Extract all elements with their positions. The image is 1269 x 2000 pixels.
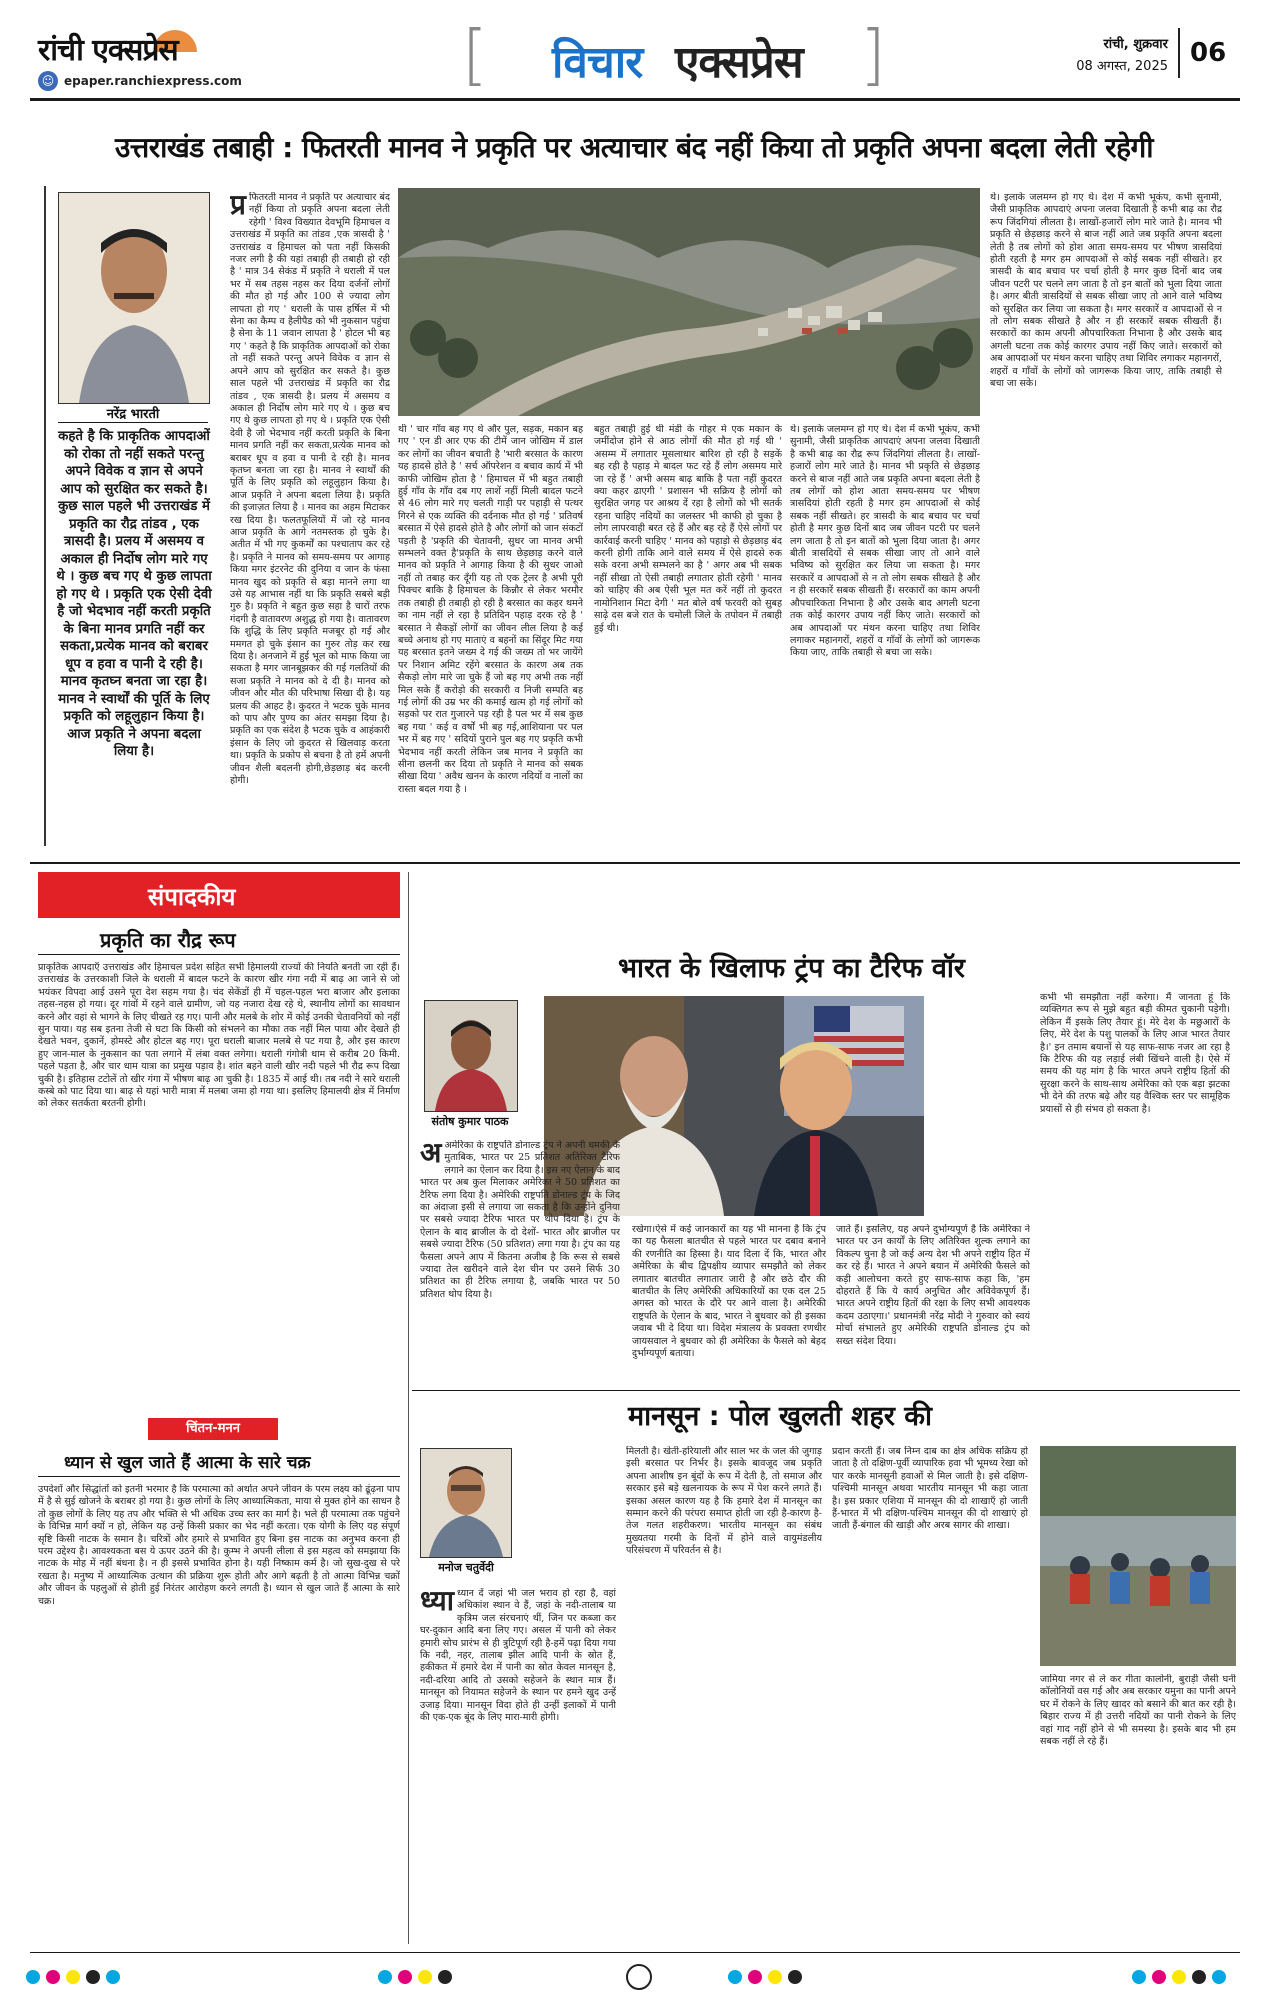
section-title-left: विचार bbox=[552, 37, 643, 88]
tariff-column-3: जाते हैं। इसलिए, यह अपने दुर्भाग्यपूर्ण है कि अमेरिका ने भारत पर उन कार्यों के लिए अतिरिक्त शुल्क लगाने का विकल्प चुना है जो कई अन्य देश भी अपने राष्ट्रीय हित में कर रहे हैं। भारत ने अपने बयान में अमेरिकी फैसले को कड़ी आलोचना करते हुए साफ-साफ कहा कि, 'हम दोहराते हैं कि ये कार्य अनुचित और अविवेकपूर्ण हैं। भारत अपने राष्ट्रीय हितों की रक्षा के लिए सभी आवश्यक कदम उठाएगा।' प्रधानमंत्री नरेंद्र मोदी ने गुरुवार को स्वयं मोर्चा संभालते हुए अमेरिकी राष्ट्रपति डोनाल्ड ट्रंप को सख्त संदेश दिया। bbox=[836, 1224, 1030, 1347]
masthead-logo bbox=[38, 24, 288, 94]
tariff-dropcap: अ bbox=[420, 1140, 442, 1169]
pull-quote: कहते है कि प्राकृतिक आपदाओं को रोका तो नहीं सकते परन्तु अपने विवेक व ज्ञान से अपने आप को सुरक्षित कर सकते है। कुछ साल पहले भी उत्तराखंड में प्रकृति का रौद्र तांडव , एक त्रासदी है। प्रलय में असमय व अकाल ही निर्दोष लोग मारे गए थे । कुछ बच गए थे कुछ लापता हो गए थे । प्रकृति एक ऐसी देवी है जो भेदभाव नहीं करती प्रकृति के बिना मानव प्रगति नहीं कर सकता,प्रत्येक मानव को बराबर धूप व हवा व पानी दे रही है। मानव कृतघ्न बनता जा रहा है। मानव ने स्वार्थों की पूर्ति के लिए प्रकृति को लहूलुहान किया है। आज प्रकृति ने अपना बदला लिया है। bbox=[56, 429, 212, 759]
lead-column-1 bbox=[230, 192, 390, 852]
crosshair-icon bbox=[626, 1964, 652, 1990]
tariff-author-name: संतोष कुमार पाठक bbox=[431, 1115, 509, 1128]
tariff-headline: भारत के खिलाफ ट्रंप का टैरिफ वॉर bbox=[618, 953, 965, 984]
epaper-icon: ☺ bbox=[38, 71, 58, 91]
tariff-column-1 bbox=[420, 1140, 620, 1382]
editorial-rule bbox=[38, 954, 400, 955]
lead-headline: उत्तराखंड तबाही : फितरती मानव ने प्रकृति पर अत्याचार बंद नहीं किया तो प्रकृति अपना बदला लेती रहेगी bbox=[115, 131, 1153, 164]
city-day: रांची, शुक्रवार bbox=[1103, 37, 1168, 52]
lead-bottom-rule bbox=[30, 862, 1240, 864]
color-registration-marks bbox=[0, 1962, 1269, 1992]
monsoon-dropcap: ध्या bbox=[420, 1588, 455, 1617]
quote-border-left bbox=[44, 186, 46, 846]
author-rule bbox=[58, 422, 208, 423]
author-photo bbox=[58, 192, 210, 404]
waterlogging-photo bbox=[1040, 1446, 1236, 1666]
spiritual-rule bbox=[38, 1476, 400, 1477]
bracket-left: [ bbox=[462, 16, 488, 93]
tariff-bottom-rule bbox=[412, 1390, 1240, 1391]
lead-column-2: थी ' चार गाँव बह गए थे और पुल, सड़क, मकान बह गए ' एन डी आर एफ की टीमें जान जोखिम में डाल कर लोगों का जीवन बचाती है 'भारी बरसात के कारण यह हादसे होते है ' सर्च ऑपरेशन व बचाव कार्य में भी काफी जोखिम होता है ' हिमाचल में भी बहुत तबाही हुई गाँव के गाँव दब गए लाशें नहीं मिली बादल फटने से 46 लोग मारे गए चलती गाड़ी पर पहाड़ी से पत्थर गिरने से एक व्यक्ति की दर्दनाक मौत हो गई ' प्रतिवर्ष बरसात में ऐसे हादसे होते है और लोगों को जान संकटों पड़ती है 'प्रकृति की चेतावनी, सुधर जा मानव अभी सम्भलने वक्त है'प्रकृति के साथ छेड़छाड़ करने वाले मानव को प्रकृति ने आगाह किया है की सुधर जाओ नहीं तो तबाह कर दूँगी यह तो एक ट्रेलर है अभी पूरी पिक्चर बाकि है हिमाचल के किन्नौर से लेकर भरमौर तक तबाही ही तबाही हो रही है बरसात का कहर थमने का नाम नहीं ले रहा है प्रतिदिन पहाड़ दरक रहे है ' बरसात ने सैकड़ों लोगों का जीवन लील लिया है कई बच्चे अनाथ हो गए माताएं व बहनों का सिंदूर मिट गया यह बरसात इतने जख्म दे गई की जख्म तो भर जायेंगे पर निशान अमिट रहेंगे बरसात के कारण अब तक सैकड़ो लोग मारे जा चुके हैं जो बह गए अभी तक नहीं मिल सके हैं करोड़ो की सरकारी व निजी सम्पति बह गई लोगों की उम्र भर की कमाई खत्म हो गई लोगों को सड़को पर रात गुजारने पड़ रही है पल भर में सब कुछ बह गया ' कई व वर्षों भी बह गई,आशियाना पर पल भर में बह गए ' सदियों पुराने पुल बह गए प्रकृति कभी भेदभाव नहीं करती लेकिन जब मानव ने प्रकृति का सीना छलनी कर दिया तो प्रकृति ने मानव को सबक सीखा दिया ' अवैध खनन के कारण नदियों व नालों का रास्ता बदल गया है । bbox=[398, 424, 583, 795]
editorial-headline: प्रकृति का रौद्र रूप bbox=[100, 928, 236, 952]
tariff-author-photo bbox=[424, 1000, 518, 1112]
footer-rule bbox=[30, 1952, 1240, 1953]
lead-column-4: थे। इलाके जलमग्न हो गए थे। देश में कभी भूकंप, कभी सुनामी, जैसी प्राकृतिक आपदाएं अपना जलवा दिखाती है कभी बाढ़ का रौद्र रूप जिंदगियां लीलता है। लाखों-हजारों लोग मारे जाते है। मानव भी प्रकृति से छेड़छाड़ करने से बाज नहीं आते जब प्रकृति अपना बदला लेती है तब लोगों को होश आता समय-समय पर भीषण त्रासदियां होती रहती है मगर हम आपदाओं से कोई सबक नहीं सीखते। हर त्रासदी के बाद बचाव पर चर्चा होती है मगर कुछ दिनों बाद जब जीवन पटरी पर चलने लग जाता है तो इन बातों को भुला दिया जाता है। अगर बीती त्रासदियों से सबक सीखा जाए तो आने वाले भविष्य को सुरक्षित कर लिया जा सकता है। मगर सरकारें व आपदाओं से न तो लोग सबक सीखते है और न ही सरकारें सबक सीखती हैं। सरकारों का काम अपनी औपचारिकता निभाना है और उसके बाद अगली घटना तक कोई कारगर उपाय नहीं किए जाते। सरकारों को अब आपदाओं पर मंथन करना चाहिए तथा शिविर लगाकर महानगरों, शहरों व गाँवों के लोगों को जागरूक किया जाए, ताकि तबाही से बचा जा सके। bbox=[990, 192, 1222, 390]
spiritual-body: उपदेशों और सिद्धांतों को इतनी भरमार है कि परमात्मा को अर्थात अपने जीवन के परम लक्ष्य को ढूंढ़ना पाप में है से सुई खोजने के बराबर हो गया है। कुछ लोगों के लिए आध्यात्मिकता, माया से मुक्त होने का साधन है तो कुछ लोगों के लिए यह तप और भक्ति से भी अधिक उच्च स्तर का मार्ग है। भले ही परमात्मा तक पहुंचने के विभिन्न मार्ग क्यों न हो, लेकिन यह उन्हें किसी प्रकार का भेद नहीं करता। एक योगी के लिए यह संपूर्ण सृष्टि किसी नाटक के समान है। चरित्रों और हमारे से प्रभावित हुए बिना इस नाटक का अनुभव करना ही परम उद्देश्य है। आवश्यकता बस ये ऊपर उठने की है। कुम्भ ने अपनी लीला से इस महत्व को समझाया कि नाटक के मोह में नहीं बंधना है। न ही इससे प्रभावित होना है। यही निष्काम कर्म है। जो सुख-दुख से परे रखता है। मनुष्य में आध्यात्मिक उत्थान की प्रक्रिया शुरू होती और आगे बढ़ती है तो आत्मा विभिन्न चक्रों और जीवन के पहलुओं से होती हुई निरंतर आरोहण करने लगती है। ध्यान से खुल जाते हैं आत्मा के सारे चक्र। bbox=[38, 1484, 400, 1607]
monsoon-author-name: मनोज चतुर्वेदी bbox=[438, 1561, 494, 1574]
flood-photo bbox=[398, 188, 980, 416]
monsoon-column-1 bbox=[420, 1588, 616, 1944]
editorial-body: प्राकृतिक आपदाएँ उत्तराखंड और हिमाचल प्रदेश सहित सभी हिमालयी राज्यों की नियति बनती जा रही हैं। उत्तराखंड के उत्तरकाशी जिले के धराली में बादल फटने के कारण खीर गंगा नदी में बाढ़ आ जाने से जो भयंकर विपदा आई उसने पूरा देश सहम गया है। चंद सेकेंडों ही में चहल-पहल भरा बाजार और इलाका तहस-नहस हो गया। दूर गांवों में रहने वाले ग्रामीण, जो यह नजारा देख रहे थे, स्थानीय लोगों का सावधान करने और वहां से भागने के लिए चीखते रह गए। पानी और मलबे के शोर में कोई उनकी चेतावनियों को नहीं सुन पाया। यह सब इतना तेजी से घटा कि किसी को संभलने का मौका तक नहीं मिल पाया और देखते ही देखते भवन, दुकानें, होमस्टे और होटल बह गए। पूरा धराली बाजार मलबे से पट गया है, और इस कारण हुए जान-माल के नुकसान का पता लगाने में लंबा वक्त लगेगा। धराली गंगोत्री धाम से करीब 20 किमी. पहले पड़ता है, और चार धाम यात्रा का प्रमुख पड़ाव है। शांत बहने वाली खीर नदी पहले भी रौद्र रूप दिखा चुकी है। इतिहास टटोलें तो खीर गंगा में भीषण बाढ़ आ चुकी है। 1835 में आई थी। तब नदी ने सारे धराली कस्बे को पाट दिया था। बाढ़ से यहां भारी मात्रा में मलबा जमा हो गया था। इसलिए हिमालयी क्षेत्र में निर्माण को लेकर सतर्कता बरतनी होगी। bbox=[38, 962, 400, 1110]
lead-col1-text: फितरती मानव ने प्रकृति पर अत्याचार बंद नहीं किया तो प्रकृति अपना बदला लेती रहेगी ' विश्व विख्यात देवभूमि हिमाचल व उत्तराखंड में प्रकृति का तांडव ,एक त्रासदी है ' उत्तराखंड व हिमाचल को पता नहीं किसकी नजर लगी है की यहां तबाही ही तबाही हो रही है ' मात्र 34 सेकंड में प्रकृति ने धराली में पल भर में सब तहस नहस कर दिया दर्जनों लोगों की मौत हो गई और 100 से ज्यादा लोग लापता हो गए ' धराली के पास हर्षिल में भी सेना का कैम्प व हैलीपैड को भी नुकसान पहुंचा है सेना के 11 जवान लापता है ' होटल भी बह गए ' कहते है कि प्राकृतिक आपदाओं को रोका तो नहीं सकते परन्तु अपने विवेक व ज्ञान से अपने आप को सुरक्षित कर सकते है। कुछ साल पहले भी उत्तराखंड में प्रकृति का रौद्र तांडव , एक त्रासदी है। प्रलय में असमय व अकाल ही निर्दोष लोग मारे गए थे । कुछ बच गए थे कुछ लापता हो गए थे । प्रकृति एक ऐसी देवी है जो भेदभाव नहीं करती प्रकृति के बिना मानव प्रगति नहीं कर सकता,प्रत्येक मानव को बराबर धूप व हवा व पानी दे रही है। मानव कृतघ्न बनता जा रहा है। मानव ने स्वार्थों की पूर्ति के लिए प्रकृति को लहूलुहान किया है। आज प्रकृति ने अपना बदला लिया है। प्रकृति की इजाज़त लिया है । मानव का अहम मिटाकर रख दिया है। फलतफूलियों में जो रहे मानव आज प्रकृति के आगे नतमस्तक हो चुके है। अतीत में भी गए कुकर्मों का पश्चाताप कर रहे है। प्रकृति ने मानव को समय-समय पर आगाह किया मगर इंटरनेट की दुनिया व जान के फंसा मानव खुद को प्रकृति से बड़ा मानने लगा था उसे यह आभास नहीं था कि प्रकृति सबसे बड़ी गुरु है। प्रकृति ने बहुत कुछ सहा है चारों तरफ गंदगी है वातावरण अशुद्ध हो गया है। वातावरण कि शुद्धि के लिए प्रकृति मजबूर हो गई और ममगत हो चुके इंसान का गुरुर तोड़ कर रख दिया है। अनजाने में हुई भूल को माफ किया जा सकता है मगर जानबूझकर की गई गलतियों की सजा प्रकृति ने मानव को दे दी है। मानव को जीवन और मौत की परिभाषा सिखा दी है। यह प्रलय की आहट है। कुदरत ने भटक चुके मानव को पाप और पुण्य का अंतर समझा दिया है। प्रकृति का एक संदेश है भटक चुके व आहंकारी इंसान के लिए जो कुदरत से खिलवाड़ करता था। प्रकृति के प्रकोप से बचना है तो हमें अपनी जीवन शैली बदलनी होगी,छेड़छाड़ बंद करनी होगी। bbox=[230, 192, 390, 787]
lead-col3b-text: थे। इलाके जलमग्न हो गए थे। देश में कभी भूकंप, कभी सुनामी, जैसी प्राकृतिक आपदाएं अपना जलवा दिखाती है कभी बाढ़ का रौद्र रूप जिंदगियां लीलता है। लाखों-हजारों लोग मारे जाते है। मानव भी प्रकृति से छेड़छाड़ करने से बाज नहीं आते जब प्रकृति अपना बदला लेती है तब लोगों को होश आता समय-समय पर भीषण त्रासदियां होती रहती है मगर हम आपदाओं से कोई सबक नहीं सीखते। हर त्रासदी के बाद बचाव पर चर्चा होती है मगर कुछ दिनों बाद जब जीवन पटरी पर चलने लग जाता है तो इन बातों को भुला दिया जाता है। अगर बीती त्रासदियों से सबक सीखा जाए तो आने वाले भविष्य को सुरक्षित कर लिया जा सकता है। मगर सरकारें व आपदाओं से न तो लोग सबक सीखते है और न ही सरकारें सबक सीखती हैं। सरकारों का काम अपनी औपचारिकता निभाना है और उसके बाद अगली घटना तक कोई कारगर उपाय नहीं किए जाते। सरकारों को अब आपदाओं पर मंथन करना चाहिए तथा शिविर लगाकर महानगरों, शहरों व गाँवों के लोगों को जागरूक किया जाए, ताकि तबाही से बचा जा सके। bbox=[790, 424, 980, 659]
author-name: नरेंद्र भारती bbox=[106, 407, 160, 422]
tariff-col1-text: अमेरिका के राष्ट्रपति डोनाल्ड ट्रंप ने अपनी धमकी के मुताबिक, भारत पर 25 प्रतिशत अतिरिक्त टैरिफ लगाने का ऐलान कर दिया है। इस नए ऐलान के बाद भारत पर अब कुल मिलाकर अमेरिका ने 50 प्रतिशत का टैरिफ लगा दिया है। अमेरिकी राष्ट्रपति डोनाल्ड ट्रंप के जिद का अंदाजा इसी से लगाया जा सकता है कि उन्होंने दुनिया पर सबसे ज्यादा टैरिफ भारत पर थोप दिया है। ट्रंप के ऐलान के बाद ब्राजील के दो देशों- भारत और ब्राजील पर सबसे ज्यादा टैरिफ (50 प्रतिशत) लगा गया है। ट्रंप का यह फैसला अपने आप में कितना अजीब है कि रूस से सबसे ज्यादा तेल खरीदने वाले देश चीन पर उसने सिर्फ 30 प्रतिशत का ही टैरिफ लगाया है, जबकि भारत पर 50 प्रतिशत थोप दिया है। bbox=[420, 1140, 620, 1300]
monsoon-col1-text: ध्यान दें जहां भी जल भराव हो रहा है, वहां अधिकांश स्थान वे हैं, जहां के नदी-तालाब या कृत्रिम जल संरचनाएं थीं, जिन पर कब्जा कर घर-दुकान आदि बना लिए गए। असल में पानी को लेकर हमारी सोच प्रारंभ से ही त्रुटिपूर्ण रही है-हमें पढ़ा दिया गया कि नदी, नहर, तालाब झील आदि पानी के स्रोत हैं, हकीकत में हमारे देश में पानी का स्रोत केवल मानसून है, नदी-दरिया आदि तो उसको सहेजने के स्थान मात्र हैं। मानसून को नियामत सहेजने के स्थान पर हमने खुद उन्हें उजाड़ दिया। मानसून विदा होते ही उन्हीं इलाकों में पानी की एक-एक बूंद के लिए मारा-मारी होगी। bbox=[420, 1588, 616, 1724]
monsoon-headline: मानसून : पोल खुलती शहर की bbox=[628, 1401, 933, 1432]
logo-text: रांची एक्सप्रेस bbox=[38, 33, 178, 68]
spiritual-headline: ध्यान से खुल जाते हैं आत्मा के सारे चक्र bbox=[64, 1453, 311, 1473]
page-number: 06 bbox=[1190, 38, 1227, 68]
tariff-column-2: रखेगा।ऐसे में कई जानकारों का यह भी मानना है कि ट्रंप का यह फैसला बातचीत से पहले भारत पर दबाव बनाने की रणनीति का हिस्सा है। याद दिला दें कि, भारत और अमेरिका के बीच द्विपक्षीय व्यापार समझौते को लेकर लगातार बातचीत लगातार जारी है और छठे दौर की बातचीत के लिए अमेरिकी अधिकारियों का एक दल 25 अगस्त को भारत के दौरे पर आने वाला है। अमेरिकी राष्ट्रपति के ऐलान के बाद, भारत ने बुधवार को ही इसका जवाब भी दे दिया था। विदेश मंत्रालय के प्रवक्ता रणधीर जायसवाल ने बुधवार को ही अमेरिका के फैसले को बेहद दुर्भाग्यपूर्ण बताया। bbox=[632, 1224, 826, 1360]
date-divider bbox=[1178, 28, 1180, 78]
editorial-band-title: संपादकीय bbox=[148, 883, 236, 911]
lead-column-3: बहुत तबाही हुई थी मंडी के गोहर मे एक मकान के जमींदोज होने से आठ लोगों की मौत हो गई थी ' असम्म में लगातार मूसलाधार बारिश हो रही है सड़कें बह रही है पहाड़ मे बादल फट रहे हैं लोग असमय मारे जा रहे हैं ' अभी असम बाढ़ बाकि है पता नहीं कुदरत क्या कहर ढाएगी ' प्रशासन भी सक्रिय है लोगों को सुरक्षित जगह पर आश्रय दें रहा है लोगों को भी सतर्क रहना चाहिए नदियों का जलस्तर भी काफी हो चुका है लोग लापरवाही बरत रहे हैं और बह रहे हैं ऐसे लोगों पर कार्रवाई करनी चाहिए ' मानव को पहाड़ो से छेड़छाड़ बंद करनी होगी ताकि आने वाले समय में ऐसे हादसे रुक सके वरना अभी सम्भलने का है ' अगर अब भी सबक नहीं सीखा तो ऐसी तबाही लगातार होती रहेगी ' मानव को चाहिए की अब ऐसी भूल मत करें नहीं तो कुदरत नामोनिशान मिटा देगी ' मत बोले वर्ष फरवरी को सुबह साढ़े दस बजे रात के चमोली जिले के तपोवन में तबाही हुई थी। bbox=[594, 424, 782, 634]
masthead-rule bbox=[30, 98, 1240, 101]
section-title-right: एक्सप्रेस bbox=[675, 37, 803, 88]
lead-dropcap: प्र bbox=[230, 192, 246, 221]
bracket-right: ] bbox=[860, 16, 886, 93]
issue-date: 08 अगस्त, 2025 bbox=[1076, 59, 1168, 74]
column-divider bbox=[408, 872, 409, 1944]
epaper-url[interactable]: epaper.ranchiexpress.com bbox=[64, 74, 242, 88]
editorial-band bbox=[38, 872, 400, 918]
monsoon-column-2: मिलती है। खेती-हरियाली और साल भर के जल की जुगाड़ इसी बरसात पर निर्भर है। इसके बावजूद जब प्रकृति अपना आशीष इन बूंदों के रूप में देती है, तो समाज और सरकार इसे बड़े खलनायक के रूप में पेश करने लगते हैं। इसका असल कारण यह है कि हमारे देश में मानसून का सम्मान करने की परंपरा समाप्त होती जा रही है-कारण है-तेज गलत शहरीकरण। भारतीय मानसून का संबंध मुख्यतया गरमी के दिनों में होने वाले वायुमंडलीय परिसंचरण में परिवर्तन से है। bbox=[626, 1446, 822, 1557]
tariff-column-4: कभी भी समझौता नहीं करेगा। मैं जानता हूं कि व्यक्तिगत रूप से मुझे बहुत बड़ी कीमत चुकानी पड़ेगी। लेकिन मैं इसके लिए तैयार हूं। मेरे देश के मछुआरों के लिए, मेरे देश के पशु पालकों के लिए आज भारत तैयार है।' इन तमाम बयानों से यह साफ-साफ नजर आ रहा है कि टैरिफ की यह लड़ाई लंबी खिंचने वाली है। ऐसे में समय की यह मांग है कि भारत अपने राष्ट्रीय हितों की सुरक्षा करने के साथ-साथ अमेरिका को एक बड़ा झटका भी देने की तरफ बढ़े और यह वैश्विक स्तर पर सामूहिक प्रयासों से ही संभव हो सकता है। bbox=[1040, 992, 1230, 1115]
monsoon-author-photo bbox=[420, 1448, 512, 1558]
monsoon-column-4: जामिया नगर से ले कर गीता कालोनी, बुराड़ी जैसी घनी कॉलोनियों वस गई और अब सरकार यमुना का पानी अपने घर में रोकने के लिए खादर को बसाने की बात कर रही है। बिहार राज्य में ही उत्तरी नदियों का पानी रोकने के लिए वहां गाद नहीं होने से भी समस्या है। इसके बाद भी हम सबक नहीं ले रहे हैं। bbox=[1040, 1674, 1236, 1748]
spiritual-band: चिंतन-मनन bbox=[148, 1418, 278, 1440]
lead-column-3b bbox=[790, 424, 980, 852]
monsoon-column-3: प्रदान करती हैं। जब निम्न दाब का क्षेत्र अधिक सक्रिय हो जाता है तो दक्षिण-पूर्वी व्यापारिक हवा भी भूमध्य रेखा को पार करके मानसूनी हवाओं से मिल जाती है। इसे दक्षिण-पश्चिमी मानसून अथवा भारतीय मानसून भी कहा जाता है। इस प्रकार एशिया में मानसून की दो शाखाएँ हो जाती हैं-भारत में भी दक्षिण-पश्चिम मानसून की दो शाखाएं हो जाती हैं-बंगाल की खाड़ी और अरब सागर की शाखा। bbox=[832, 1446, 1028, 1532]
